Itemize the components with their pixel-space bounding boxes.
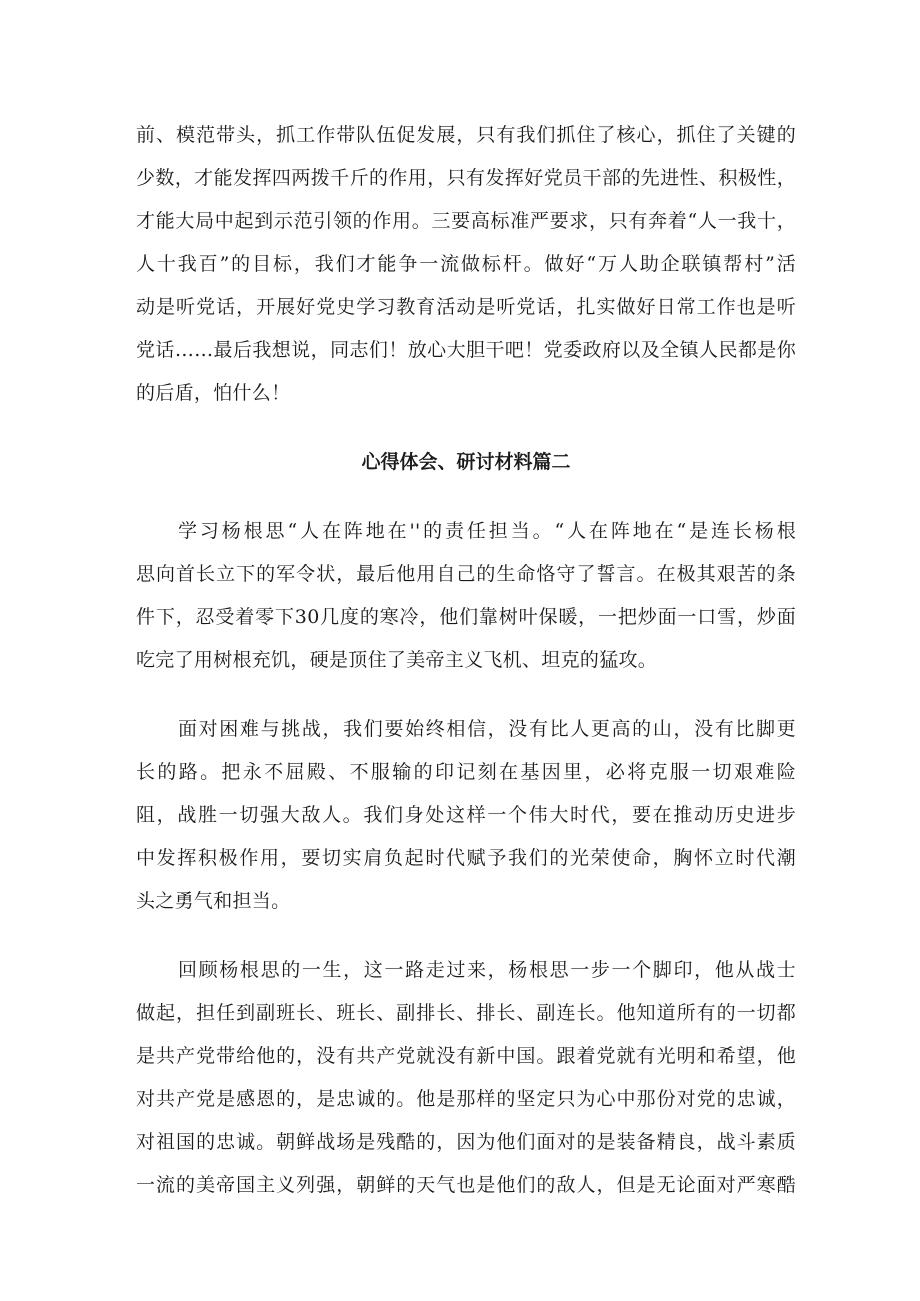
text-line: 回顾杨根思的一生，这一路走过来，杨根思一步一个脚印，他从战士 <box>178 959 796 981</box>
text-line: 的后盾，怕什么！ <box>136 382 291 404</box>
text-line: 一流的美帝国主义列强，朝鲜的天气也是他们的敌人，但是无论面对严寒酷 <box>136 1174 796 1196</box>
paragraph-3 <box>136 949 796 1207</box>
text-line: 中发挥积极作用，要切实肩负起时代赋予我们的光荣使命，胸怀立时代潮 <box>136 847 796 869</box>
text-line: 动是听党话，开展好党史学习教育活动是听党话，扎实做好日常工作也是听 <box>136 296 796 318</box>
text-line: 才能大局中起到示范引领的作用。三要高标准严要求，只有奔着“人一我十， <box>136 210 796 232</box>
document-body <box>136 114 796 1233</box>
text-line: 吃完了用树根充饥，硬是顶住了美帝主义飞机、坦克的猛攻。 <box>136 649 658 671</box>
text-line: 人十我百”的目标，我们才能争一流做标杆。做好“万人助企联镇帮村”活 <box>136 253 796 275</box>
text-line: 长的路。把永不屈殿、不服输的印记刻在基因里，必将克服一切艰难险 <box>136 761 796 783</box>
text-line: 头之勇气和担当。 <box>136 890 291 912</box>
text-line: 是共产党带给他的，没有共产党就没有新中国。跟着党就有光明和希望，他 <box>136 1045 796 1067</box>
text-line: 前、模范带头，抓工作带队伍促发展，只有我们抓住了核心，抓住了关键的 <box>136 124 796 146</box>
intro-paragraph <box>136 114 796 415</box>
text-line: 做起，担任到副班长、班长、副排长、排长、副连长。他知道所有的一切都 <box>136 1002 796 1024</box>
text-line: 学习杨根思“人在阵地在''的责任担当。“人在阵地在“是连长杨根 <box>178 520 796 542</box>
text-line: 思向首长立下的军令状，最后他用自己的生命恪守了誓言。在极其艰苦的条 <box>136 563 796 585</box>
text-line: 对祖国的忠诚。朝鲜战场是残酷的，因为他们面对的是装备精良，战斗素质 <box>136 1131 796 1153</box>
text-line: 对共产党是感恩的，是忠诚的。他是那样的坚定只为心中那份对党的忠诚， <box>136 1088 796 1110</box>
paragraph-1 <box>136 510 796 682</box>
text-line: 件下，忍受着零下30几度的寒冷，他们靠树叶保暖，一把炒面一口雪，炒面 <box>136 606 796 628</box>
text-line: 面对困难与挑战，我们要始终相信，没有比人更高的山，没有比脚更 <box>178 718 796 740</box>
text-line: 党话……最后我想说，同志们！放心大胆干吧！党委政府以及全镇人民都是你 <box>136 339 796 361</box>
paragraph-2 <box>136 708 796 923</box>
text-line: 阻，战胜一切强大敌人。我们身处这样一个伟大时代，要在推动历史进步 <box>136 804 796 826</box>
section-heading: 心得体会、研讨材料篇二 <box>361 451 571 473</box>
text-line: 少数，才能发挥四两拨千斤的作用，只有发挥好党员干部的先进性、积极性， <box>136 167 796 189</box>
